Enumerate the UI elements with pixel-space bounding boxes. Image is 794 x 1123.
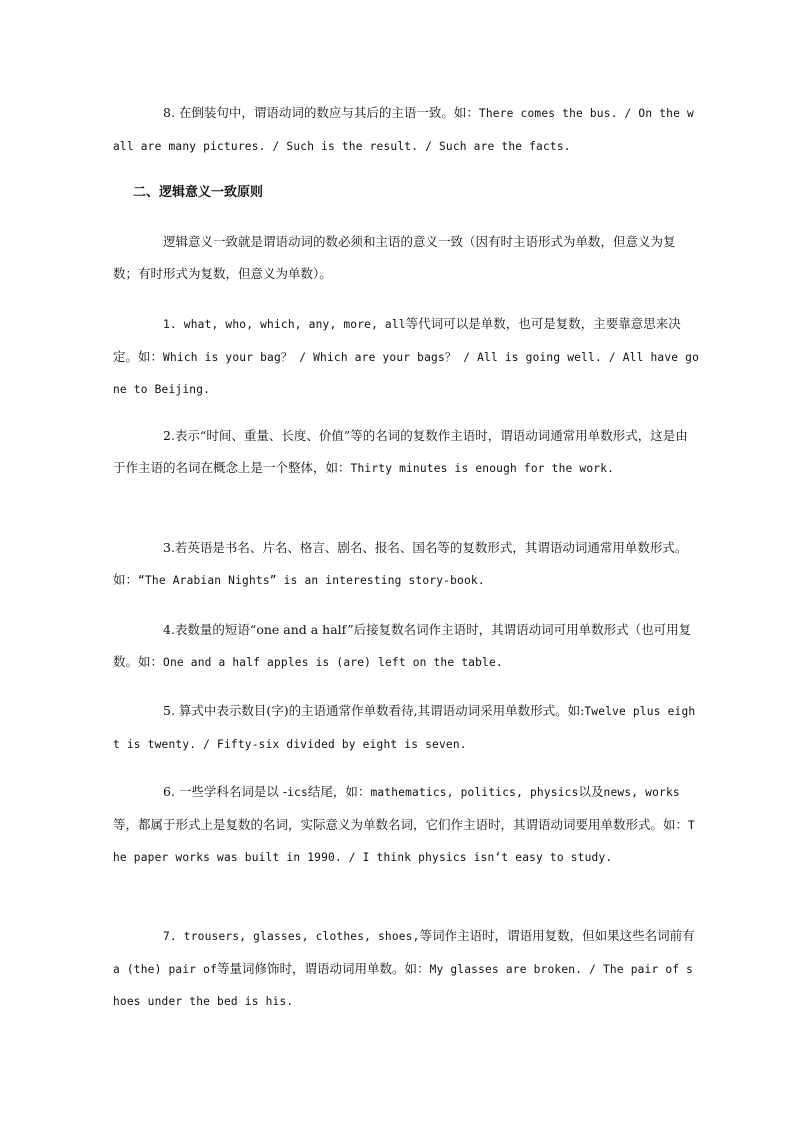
english-example: Which is your bag？ / Which are your bags？ / All is going well. / All have gone to Beijing. <box>113 350 700 396</box>
paragraph-logical-intro <box>113 226 699 289</box>
paragraph-text: 3.若英语是书名、片名、格言、剧名、报名、国名等的复数形式，其谓语动词通常用单数形式。如： <box>113 540 688 587</box>
english-words: 1. what, who, which, any, more, all <box>163 318 406 331</box>
english-example: One and a half apples is (are) left on the table. <box>163 655 503 669</box>
paragraph-inversion-rule <box>113 97 699 162</box>
paragraph-text: 等量词修饰时，谓语动词用单数。如： <box>217 960 430 976</box>
english-words: 7. trousers, glasses, clothes, shoes, <box>163 930 420 943</box>
english-example: My glasses are broken. / The pair of shoes under the bed is his. <box>113 962 694 1008</box>
paragraph-text: 以及 <box>578 784 604 799</box>
paragraph-rule-2 <box>113 420 699 484</box>
english-example: There comes the bus. / On the wall are many pictures. / Such is the result. / Such are the facts. <box>113 107 694 153</box>
paragraph-text: 等代词可以是单数，也可是复数，主要靠意思来决定。如： <box>113 316 681 364</box>
english-phrase: a (the) pair of <box>113 962 218 976</box>
english-example: Twelve plus eight is twenty. / Fifty-six divided by eight is seven. <box>113 705 696 751</box>
english-example: Thirty minutes is enough for the work. <box>350 461 615 475</box>
paragraph-rule-1 <box>113 308 699 406</box>
english-suffix: ics <box>287 786 308 799</box>
paragraph-rule-6 <box>113 776 699 874</box>
paragraph-text: 逻辑意义一致就是谓语动词的数必须和主语的意义一致（因有时主语形式为单数，但意义为复数；有时形式为复数，但意义为单数）。 <box>113 234 676 281</box>
english-example: “The Arabian Nights” is an interesting story-book. <box>138 573 485 587</box>
paragraph-rule-3 <box>113 532 699 596</box>
paragraph-rule-5 <box>113 695 699 760</box>
paragraph-text: 等词作主语时，谓语用复数，但如果这些名词前有 <box>419 928 695 943</box>
paragraph-rule-7 <box>113 920 699 1018</box>
english-words: mathematics, politics, physics <box>370 786 579 799</box>
paragraph-text: 结尾，如： <box>307 784 371 799</box>
english-words: news, works <box>603 786 680 799</box>
paragraph-text: 5. 算式中表示数目(字)的主语通常作单数看待,其谓语动词采用单数形式。如: <box>163 703 585 718</box>
paragraph-text: 4.表数量的短语“one and a half”后接复数名词作主语时，其谓语动词可用单数形式（也可用复数。如： <box>113 622 692 669</box>
paragraph-rule-4 <box>113 614 699 678</box>
section-heading: 二、逻辑意义一致原则 <box>133 185 264 200</box>
paragraph-text: 2.表示“时间、重量、长度、价值”等的名词的复数作主语时，谓语动词通常用单数形式，这是由于作主语的名词在概念上是一个整体，如： <box>113 428 688 475</box>
english-example: The paper works was built in 1990. / I think physics isn‘t easy to study. <box>113 818 695 864</box>
paragraph-text: 6. 一些学科名词是以 - <box>163 784 288 799</box>
paragraph-text: 8. 在倒装句中，谓语动词的数应与其后的主语一致。如： <box>163 105 479 120</box>
paragraph-text: 等，都属于形式上是复数的名词，实际意义为单数名词，它们作主语时，其谓语动词要用单数形式。如： <box>113 816 689 832</box>
